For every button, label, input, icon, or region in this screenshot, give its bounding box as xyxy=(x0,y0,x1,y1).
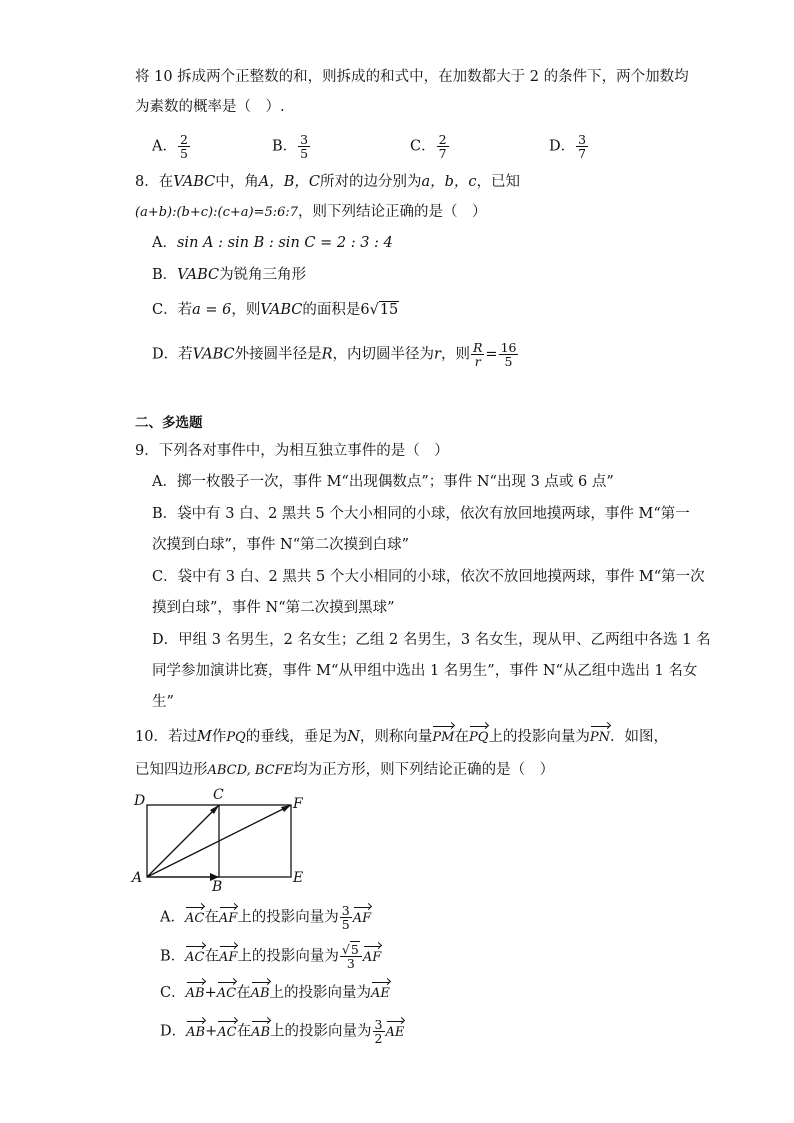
q9-option-d-cont: 同学参加演讲比赛，事件 M“从甲组中选出 1 名男生”，事件 N“从乙组中选出 1 名女 xyxy=(152,663,698,679)
arrowhead-af xyxy=(281,805,291,812)
q7-option-d[interactable]: D． $\frac{3}{7}$ xyxy=(549,132,587,161)
q9-option-c-cont: 摸到白球”，事件 N“第二次摸到黑球” xyxy=(152,600,395,616)
q8-option-c[interactable]: C．若a = 6，则VABC的面积是6√15 xyxy=(152,302,399,318)
fraction: $\frac{3}{5}$ xyxy=(341,903,350,932)
fraction: $\frac{16}{5}$ xyxy=(500,340,517,369)
q10-stem-line2: 已知四边形ABCD, BCFE均为正方形，则下列结论正确的是（ ） xyxy=(135,762,555,778)
q10-stem-line1: 10．若过M作PQ的垂线，垂足为N，则称向量PM在PQ上的投影向量为PN．如图， xyxy=(135,727,668,748)
fraction: $\frac{R}{r}$ xyxy=(472,340,483,369)
q10-option-a[interactable]: A．AC在AF上的投影向量为 $\frac{3}{5}$ AF xyxy=(160,903,372,932)
q8-stem-line1: 8．在VABC中，角A，B，C所对的边分别为a，b，c，已知 xyxy=(135,174,521,190)
q9-option-b-cont: 次摸到白球”，事件 N“第二次摸到白球” xyxy=(152,537,410,553)
q9-option-d-cont2: 生” xyxy=(152,694,174,710)
label-b: B xyxy=(212,879,223,894)
section-title: 二、多选题 xyxy=(135,415,203,431)
q8-stem-line2: (a+b):(b+c):(c+a)=5:6:7，则下列结论正确的是（ ） xyxy=(135,204,487,220)
label-d: D xyxy=(134,793,146,809)
fraction: $\frac{√5}{3}$ xyxy=(340,943,362,970)
q7-line2: 为素数的概率是（ ）. xyxy=(135,99,285,115)
q10-option-b[interactable]: B．AC在AF上的投影向量为 $\frac{√5}{3}$ AF xyxy=(160,942,382,971)
q10-option-d[interactable]: D．AB+AC在AB上的投影向量为 $\frac{3}{2}$ AE xyxy=(160,1017,405,1046)
geometry-figure xyxy=(128,786,318,894)
q8-option-b[interactable]: B．VABC为锐角三角形 xyxy=(152,267,307,283)
q9-option-a[interactable]: A．掷一枚骰子一次，事件 M“出现偶数点”；事件 N“出现 3 点或 6 点” xyxy=(152,474,614,490)
label-e: E xyxy=(293,870,304,886)
vector-ac xyxy=(147,805,219,877)
q8-option-d[interactable]: D．若VABC外接圆半径是R，内切圆半径为r，则 $\frac{R}{r}$ = $\frac{16}{5}$ xyxy=(152,340,517,369)
sqrt-sign: √ xyxy=(369,302,379,318)
q7-option-c[interactable]: C． $\frac{2}{7}$ xyxy=(410,132,447,161)
fraction: $\frac{3}{5}$ xyxy=(300,132,309,161)
q8-option-a[interactable]: A．sin A : sin B : sin C = 2 : 3 : 4 xyxy=(152,235,393,251)
q9-option-c[interactable]: C．袋中有 3 白、2 黑共 5 个大小相同的小球，依次不放回地摸两球，事件 M“第一次 xyxy=(152,569,705,585)
q9-option-b[interactable]: B．袋中有 3 白、2 黑共 5 个大小相同的小球，依次有放回地摸两球，事件 M“第一 xyxy=(152,506,690,522)
fraction: $\frac{3}{7}$ xyxy=(578,132,587,161)
fraction: $\frac{2}{7}$ xyxy=(438,132,447,161)
q7-option-a[interactable]: A． $\frac{2}{5}$ xyxy=(152,132,188,161)
fraction: $\frac{2}{5}$ xyxy=(179,132,188,161)
q7-option-b[interactable]: B． $\frac{3}{5}$ xyxy=(272,132,309,161)
q7-line1: 将 10 拆成两个正整数的和，则拆成的和式中，在加数都大于 2 的条件下，两个加数均 xyxy=(135,69,689,85)
label-c: C xyxy=(213,787,224,803)
q9-option-d[interactable]: D．甲组 3 名男生，2 名女生；乙组 2 名男生，3 名女生，现从甲、乙两组中各选 1 名 xyxy=(152,632,711,648)
label-a: A xyxy=(132,870,143,886)
fraction: $\frac{3}{2}$ xyxy=(374,1017,383,1046)
q10-option-c[interactable]: C．AB+AC在AB上的投影向量为AE xyxy=(160,983,390,1004)
q9-stem: 9．下列各对事件中，为相互独立事件的是（ ） xyxy=(135,443,449,459)
label-f: F xyxy=(293,796,303,812)
